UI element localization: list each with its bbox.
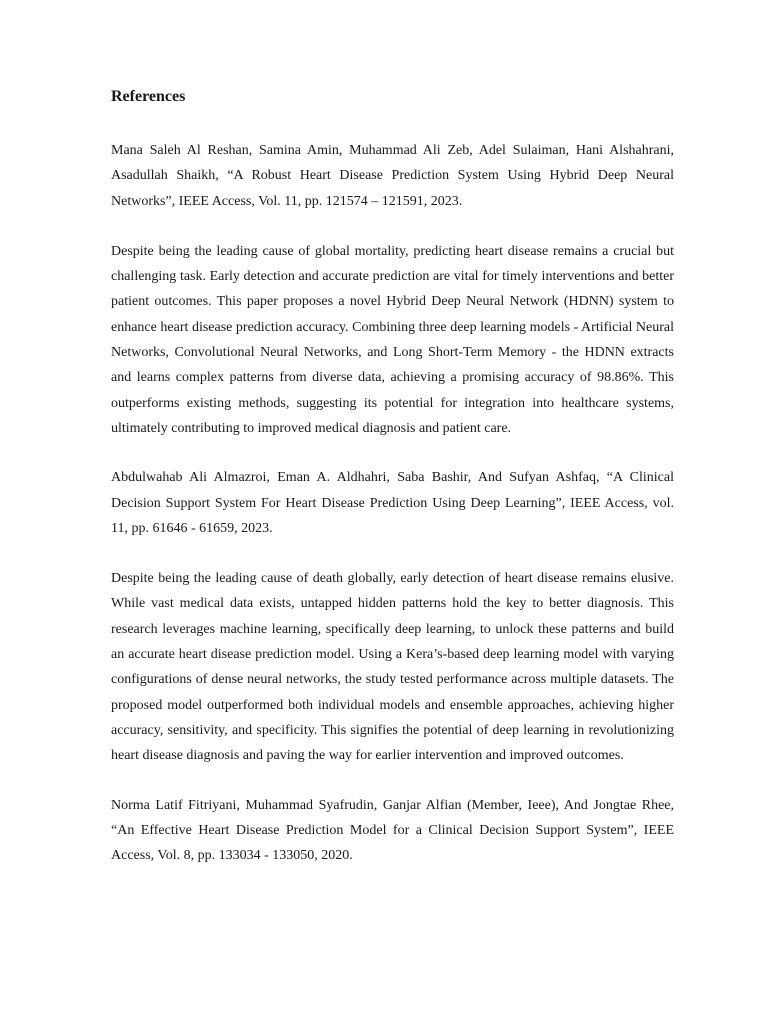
reference-summary-1: Despite being the leading cause of global mortality, predicting heart disease remains a crucial but challenging task. Early detection and accurate prediction are vital for timely interventions and better patient outcomes. This paper proposes a novel Hybrid Deep Neural Network (HDNN) system to enhance heart disease prediction accuracy. Combining three deep learning models - Artificial Neural Networks, Convolutional Neural Networks, and Long Short-Term Memory - the HDNN extracts and learns complex patterns from diverse data, achieving a promising accuracy of 98.86%. This outperforms existing methods, suggesting its potential for integration into healthcare systems, ultimately contributing to improved medical diagnosis and patient care. <box>111 243 674 436</box>
reference-citation-1: Mana Saleh Al Reshan, Samina Amin, Muhammad Ali Zeb, Adel Sulaiman, Hani Alshahrani, Asadullah Shaikh, “A Robust Heart Disease Prediction System Using Hybrid Deep Neural Networks”, IEEE Access, Vol. 11, pp. 121574 – 121591, 2023. <box>111 143 674 209</box>
page-title: References <box>111 88 186 105</box>
reference-citation-3: Norma Latif Fitriyani, Muhammad Syafrudin, Ganjar Alfian (Member, Ieee), And Jongtae Rhee, “An Effective Heart Disease Prediction Model for a Clinical Decision Support System”, IEEE Access, Vol. 8, pp. 133034 - 133050, 2020. <box>111 797 674 864</box>
reference-summary-2: Despite being the leading cause of death globally, early detection of heart disease remains elusive. While vast medical data exists, untapped hidden patterns hold the key to better diagnosis. This research leverages machine learning, specifically deep learning, to unlock these patterns and build an accurate heart disease prediction model. Using a Kera’s-based deep learning model with varying configurations of dense neural networks, the study tested performance across multiple datasets. The proposed model outperformed both individual models and ensemble approaches, achieving higher accuracy, sensitivity, and specificity. This signifies the potential of deep learning in revolutionizing heart disease diagnosis and paving the way for earlier intervention and improved outcomes. <box>111 571 674 764</box>
document-page <box>111 86 674 893</box>
reference-citation-2: Abdulwahab Ali Almazroi, Eman A. Aldhahri, Saba Bashir, And Sufyan Ashfaq, “A Clinical Decision Support System For Heart Disease Prediction Using Deep Learning”, IEEE Access, vol. 11, pp. 61646 - 61659, 2023. <box>111 470 674 536</box>
